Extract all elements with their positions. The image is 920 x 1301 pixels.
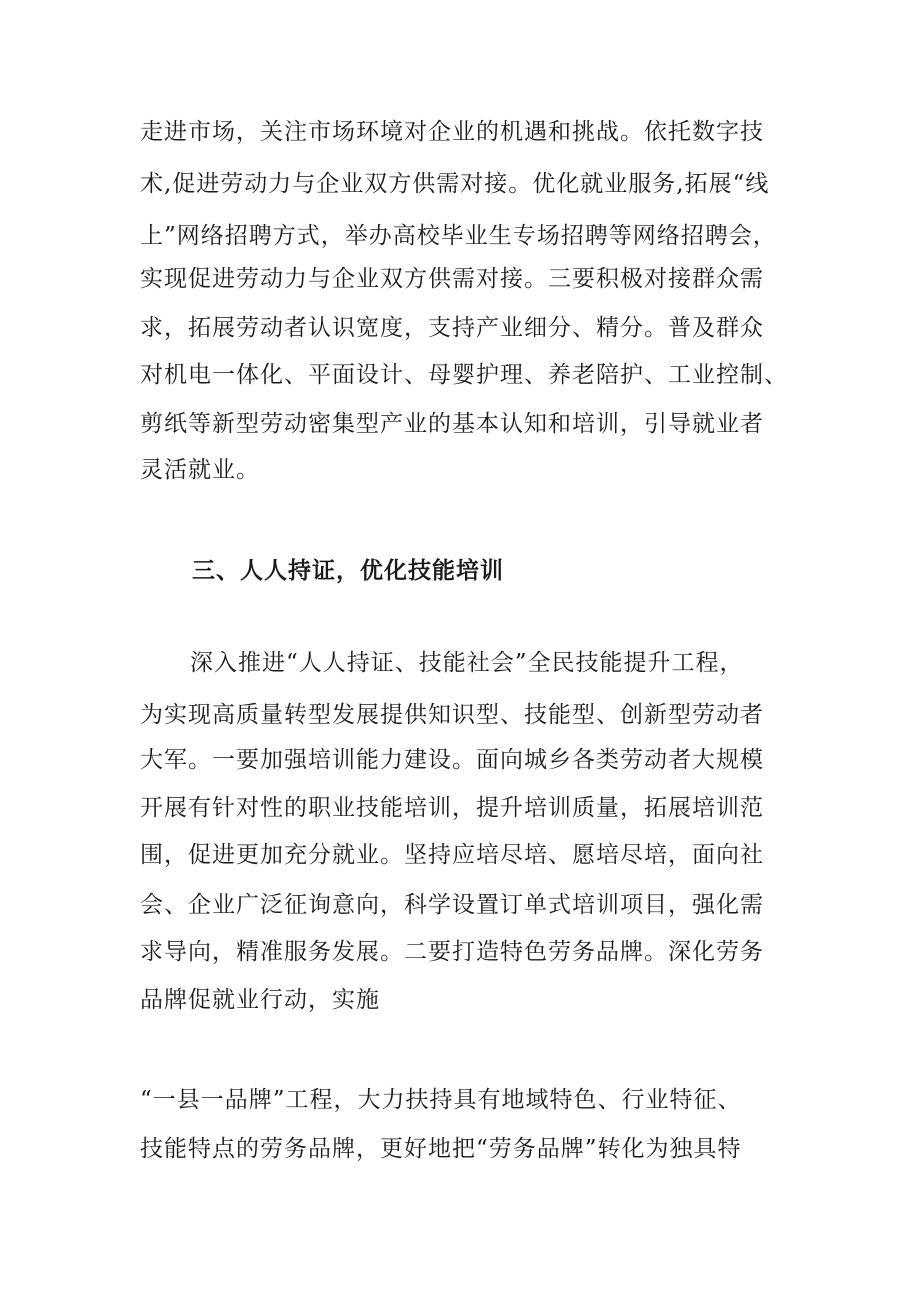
- text-line: 上”网络招聘方式，举办高校毕业生专场招聘等网络招聘会，: [140, 223, 777, 249]
- text-line: 实现促进劳动力与企业双方供需对接。三要积极对接群众需: [140, 266, 764, 292]
- text-line: 对机电一体化、平面设计、母婴护理、养老陪护、工业控制、: [140, 362, 788, 388]
- text-line: 技能特点的劳务品牌，更好地把“劳务品牌”转化为独具特: [140, 1136, 742, 1162]
- text-line: 走进市场，关注市场环境对企业的机遇和挑战。依托数字技: [140, 119, 764, 145]
- text-line: “一县一品牌”工程，大力扶持具有地域特色、行业特征、: [140, 1087, 742, 1113]
- text-line: 品牌促就业行动，实施: [140, 987, 380, 1013]
- text-line: 深入推进“人人持证、技能社会”全民技能提升工程，: [190, 650, 744, 676]
- text-line: 会、企业广泛征询意向，科学设置订单式培训项目，强化需: [140, 892, 764, 918]
- section-heading: 三、人人持证，优化技能培训: [192, 558, 504, 584]
- text-line: 术,促进劳动力与企业双方供需对接。优化就业服务,拓展“线: [140, 171, 770, 197]
- text-line: 为实现高质量转型发展提供知识型、技能型、创新型劳动者: [140, 702, 764, 728]
- text-line: 剪纸等新型劳动密集型产业的基本认知和培训，引导就业者: [140, 411, 764, 437]
- text-line: 灵活就业。: [140, 457, 260, 483]
- text-line: 围，促进更加充分就业。坚持应培尽培、愿培尽培，面向社: [140, 842, 764, 868]
- text-line: 大军。一要加强培训能力建设。面向城乡各类劳动者大规模: [140, 747, 764, 773]
- text-line: 求，拓展劳动者认识宽度，支持产业细分、精分。普及群众: [140, 315, 764, 341]
- text-line: 求导向，精准服务发展。二要打造特色劳务品牌。深化劳务: [140, 939, 764, 965]
- text-line: 开展有针对性的职业技能培训，提升培训质量，拓展培训范: [140, 795, 764, 821]
